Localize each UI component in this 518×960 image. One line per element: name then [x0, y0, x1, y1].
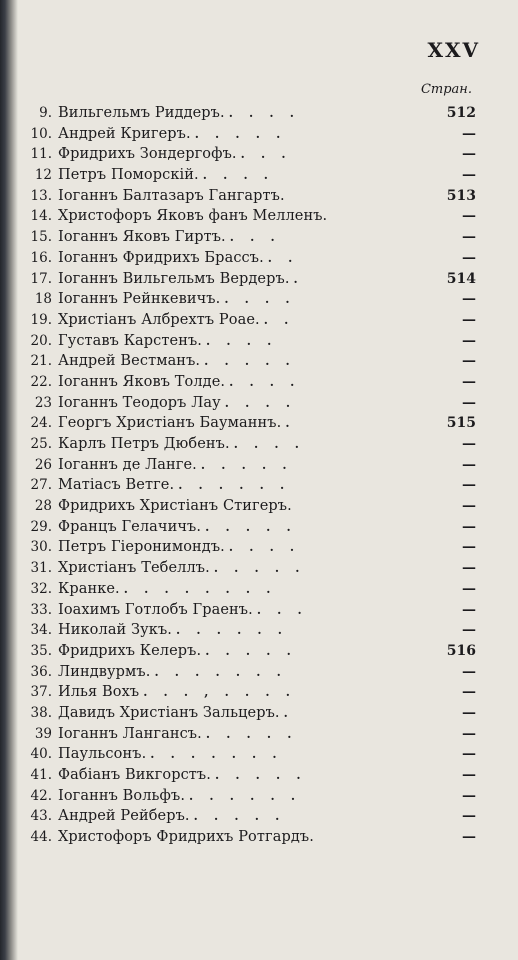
- entry-number: 23: [34, 394, 52, 411]
- entry-name: Фридрихъ Зондергофъ.: [58, 146, 237, 163]
- list-item: [30, 641, 476, 662]
- entry-name: Іоганнъ Лангансъ.: [58, 725, 202, 742]
- entry-page: —: [462, 373, 476, 390]
- list-item: [30, 682, 476, 703]
- entry-page: —: [462, 725, 476, 742]
- entry-name: Іоганнъ Рейнкевичъ.: [58, 291, 221, 308]
- entry-page: —: [462, 167, 476, 184]
- entry-page: —: [462, 622, 476, 639]
- leader-dots: . . . .: [202, 168, 274, 183]
- list-item: [30, 517, 476, 538]
- entry-page: —: [462, 125, 476, 142]
- entry-number: 10.: [30, 125, 52, 142]
- entry-number: 13.: [30, 187, 52, 204]
- book-binding-edge: [0, 0, 18, 960]
- leader-dots: . . . .: [233, 437, 305, 451]
- column-header-pages: Стран.: [420, 82, 472, 97]
- leader-dots: . . . . .: [200, 457, 293, 472]
- leader-dots: . . . . .: [213, 561, 306, 576]
- entry-number: 44.: [30, 829, 52, 846]
- leader-dots: . . . . . . .: [150, 747, 283, 762]
- entry-number: 14.: [30, 208, 52, 225]
- entry-number: 15.: [30, 229, 52, 246]
- list-item: [30, 786, 476, 807]
- entry-number: 41.: [30, 767, 52, 783]
- entry-number: 27.: [30, 477, 52, 494]
- entry-page: —: [462, 291, 476, 308]
- list-item: [30, 269, 476, 290]
- entry-page: —: [462, 332, 476, 349]
- list-item: [30, 537, 476, 558]
- leader-dots: . . .: [256, 602, 308, 617]
- list-item: [30, 600, 476, 621]
- leader-dots: . . . .: [206, 333, 278, 348]
- entry-page: 513: [446, 187, 476, 204]
- entry-number: 28: [34, 498, 52, 515]
- entry-number: 36.: [30, 663, 52, 680]
- entry-name: Христофоръ Фридрихъ Ротгардъ.: [58, 829, 314, 846]
- leader-dots: . . . . . . .: [154, 664, 287, 679]
- entry-number: 40.: [30, 746, 52, 763]
- entry-name: Вильгельмъ Риддеръ.: [58, 105, 225, 121]
- entry-number: 37.: [30, 684, 52, 701]
- entry-name: Давидъ Христіанъ Зальцеръ.: [58, 704, 280, 721]
- entry-number: 22.: [30, 373, 52, 390]
- entry-name: Фридрихъ Келеръ.: [58, 642, 202, 659]
- entry-name: Матіасъ Ветге.: [58, 477, 175, 494]
- list-item: [30, 206, 476, 227]
- list-item: [30, 413, 476, 434]
- entry-name: Густавъ Карстенъ.: [58, 332, 202, 349]
- page-number: XXV: [427, 38, 480, 62]
- entry-number: 9.: [39, 105, 52, 121]
- entry-page: —: [462, 353, 476, 370]
- leader-dots: . . .: [229, 230, 281, 245]
- list-item: [34, 393, 476, 414]
- entry-number: 25.: [30, 436, 52, 452]
- entry-page: 514: [446, 270, 476, 287]
- entry-name: Петръ Поморскій.: [58, 167, 199, 184]
- list-item: [34, 455, 476, 476]
- entry-number: 29.: [30, 518, 52, 535]
- leader-dots: . . . . . .: [189, 788, 302, 803]
- leader-dots: . . . . . . . .: [123, 581, 277, 596]
- entry-number: 19.: [30, 311, 52, 328]
- list-item: [30, 703, 476, 724]
- entry-page: —: [462, 539, 476, 556]
- entry-name: Христіанъ Албрехтъ Роае.: [58, 311, 260, 328]
- entry-number: 21.: [30, 353, 52, 370]
- entry-number: 31.: [30, 560, 52, 577]
- leader-dots: . . . , . . . .: [143, 685, 296, 700]
- entry-page: —: [462, 498, 476, 515]
- entry-name: Илья Вохъ: [58, 684, 140, 701]
- entry-name: Іоганнъ де Ланге.: [58, 456, 197, 473]
- entry-name: Фабіанъ Викгорстъ.: [58, 767, 211, 783]
- entry-number: 42.: [30, 787, 52, 804]
- list-item: [30, 310, 476, 331]
- list-item: [30, 579, 476, 600]
- entry-number: 17.: [30, 270, 52, 287]
- entry-name: Іоганнъ Теодоръ Лау: [58, 394, 221, 411]
- leader-dots: . . . .: [229, 374, 301, 389]
- entry-number: 30.: [30, 539, 52, 556]
- entry-name: Христіанъ Тебеллъ.: [58, 560, 210, 577]
- entry-page: —: [462, 229, 476, 246]
- leader-dots: . . . .: [224, 395, 297, 410]
- entry-name: Карлъ Петръ Дюбенъ.: [58, 436, 230, 452]
- entry-page: —: [462, 808, 476, 825]
- entry-page: —: [462, 208, 476, 225]
- entry-page: —: [462, 560, 476, 577]
- leader-dots: . . . .: [224, 292, 296, 307]
- leader-dots: . . . . .: [214, 768, 307, 782]
- entry-name: Кранке.: [58, 580, 120, 597]
- entry-number: 20.: [30, 332, 52, 349]
- leader-dots: . . . . . .: [176, 623, 288, 638]
- list-item: [30, 331, 476, 352]
- list-item: [30, 765, 476, 786]
- entry-name: Фридрихъ Христіанъ Стигеръ.: [58, 498, 292, 515]
- leader-dots: . . . . .: [205, 726, 298, 741]
- entry-name: Андрей Вестманъ.: [58, 353, 201, 370]
- entry-name: Петръ Гіеронимондъ.: [58, 539, 225, 556]
- list-item: [30, 144, 476, 165]
- entry-name: Андрей Кригеръ.: [58, 125, 191, 142]
- entry-name: Іоахимъ Готлобъ Граенъ.: [58, 601, 253, 618]
- entry-number: 39: [34, 725, 52, 742]
- leader-dots: . . . . .: [204, 354, 296, 369]
- leader-dots: .: [283, 705, 294, 720]
- entry-name: Іоганнъ Яковъ Гиртъ.: [58, 229, 226, 246]
- entry-name: Андрей Рейберъ.: [58, 808, 190, 825]
- entry-number: 35.: [30, 642, 52, 659]
- leader-dots: . . . . . .: [178, 478, 291, 493]
- entry-name: Іоганнъ Яковъ Толде.: [58, 373, 226, 390]
- list-item: [30, 227, 476, 248]
- list-item: [30, 351, 476, 372]
- entry-page: —: [462, 767, 476, 783]
- list-item: [34, 496, 476, 517]
- entry-name: Іоганнъ Балтазаръ Гангартъ.: [58, 187, 285, 204]
- entry-name: Паульсонъ.: [58, 746, 147, 763]
- list-item: [30, 827, 476, 848]
- leader-dots: . . . .: [228, 106, 300, 120]
- entry-page: —: [462, 704, 476, 721]
- entry-number: 43.: [30, 808, 52, 825]
- list-item: [30, 372, 476, 393]
- entry-page: —: [462, 456, 476, 473]
- entry-page: —: [462, 394, 476, 411]
- entry-page: —: [462, 601, 476, 618]
- entry-name: Христофоръ Яковъ фанъ Мелленъ.: [58, 208, 328, 225]
- leader-dots: . . . . .: [193, 809, 286, 824]
- entry-number: 38.: [30, 704, 52, 721]
- entry-page: —: [462, 746, 476, 763]
- entry-number: 33.: [30, 601, 52, 618]
- entry-page: —: [462, 477, 476, 494]
- entry-page: —: [462, 663, 476, 680]
- list-item: [30, 806, 476, 827]
- leader-dots: . . . .: [228, 540, 301, 555]
- list-item: [30, 124, 476, 145]
- leader-dots: . . . . .: [194, 126, 287, 141]
- entry-list: [30, 103, 476, 848]
- list-item: [30, 744, 476, 765]
- entry-number: 24.: [30, 415, 52, 432]
- entry-page: —: [462, 580, 476, 597]
- entry-name: Іоганнъ Вольфъ.: [58, 787, 186, 804]
- leader-dots: . . . . .: [205, 643, 297, 658]
- list-item: [30, 558, 476, 579]
- entry-number: 32.: [30, 580, 52, 597]
- entry-name: Іоганнъ Фридрихъ Брассъ.: [58, 249, 264, 266]
- list-item: [30, 475, 476, 496]
- entry-page: —: [462, 311, 476, 328]
- leader-dots: . . . . .: [205, 519, 297, 534]
- entry-page: —: [462, 518, 476, 535]
- list-item: [34, 165, 476, 186]
- entry-number: 26: [34, 456, 52, 473]
- list-item: [30, 248, 476, 269]
- entry-name: Николай Зукъ.: [58, 622, 172, 639]
- entry-page: 516: [446, 642, 476, 659]
- list-item: [30, 662, 476, 683]
- entry-page: —: [462, 249, 476, 266]
- entry-page: —: [462, 436, 476, 452]
- list-item: [39, 103, 476, 124]
- entry-page: 512: [446, 105, 476, 121]
- list-item: [30, 434, 476, 455]
- entry-page: 515: [446, 415, 476, 432]
- entry-number: 12: [34, 167, 52, 184]
- leader-dots: . .: [263, 312, 295, 327]
- leader-dots: . .: [267, 250, 299, 265]
- entry-name: Іоганнъ Вильгельмъ Вердеръ.: [58, 270, 290, 287]
- list-item: [34, 289, 476, 310]
- list-item: [30, 620, 476, 641]
- entry-page: —: [462, 829, 476, 846]
- entry-number: 18: [34, 291, 52, 308]
- entry-name: Георгъ Христіанъ Бауманнъ.: [58, 415, 282, 432]
- list-item: [30, 186, 476, 207]
- entry-page: —: [462, 146, 476, 163]
- leader-dots: . . .: [240, 147, 292, 162]
- entry-name: Францъ Гелачичъ.: [58, 518, 202, 535]
- entry-page: —: [462, 684, 476, 701]
- entry-name: Линдвурмъ.: [58, 663, 151, 680]
- entry-page: —: [462, 787, 476, 804]
- entry-number: 16.: [30, 249, 52, 266]
- entry-number: 34.: [30, 622, 52, 639]
- leader-dots: .: [293, 271, 304, 286]
- list-item: [34, 724, 476, 745]
- entry-number: 11.: [30, 146, 52, 163]
- leader-dots: .: [285, 416, 296, 431]
